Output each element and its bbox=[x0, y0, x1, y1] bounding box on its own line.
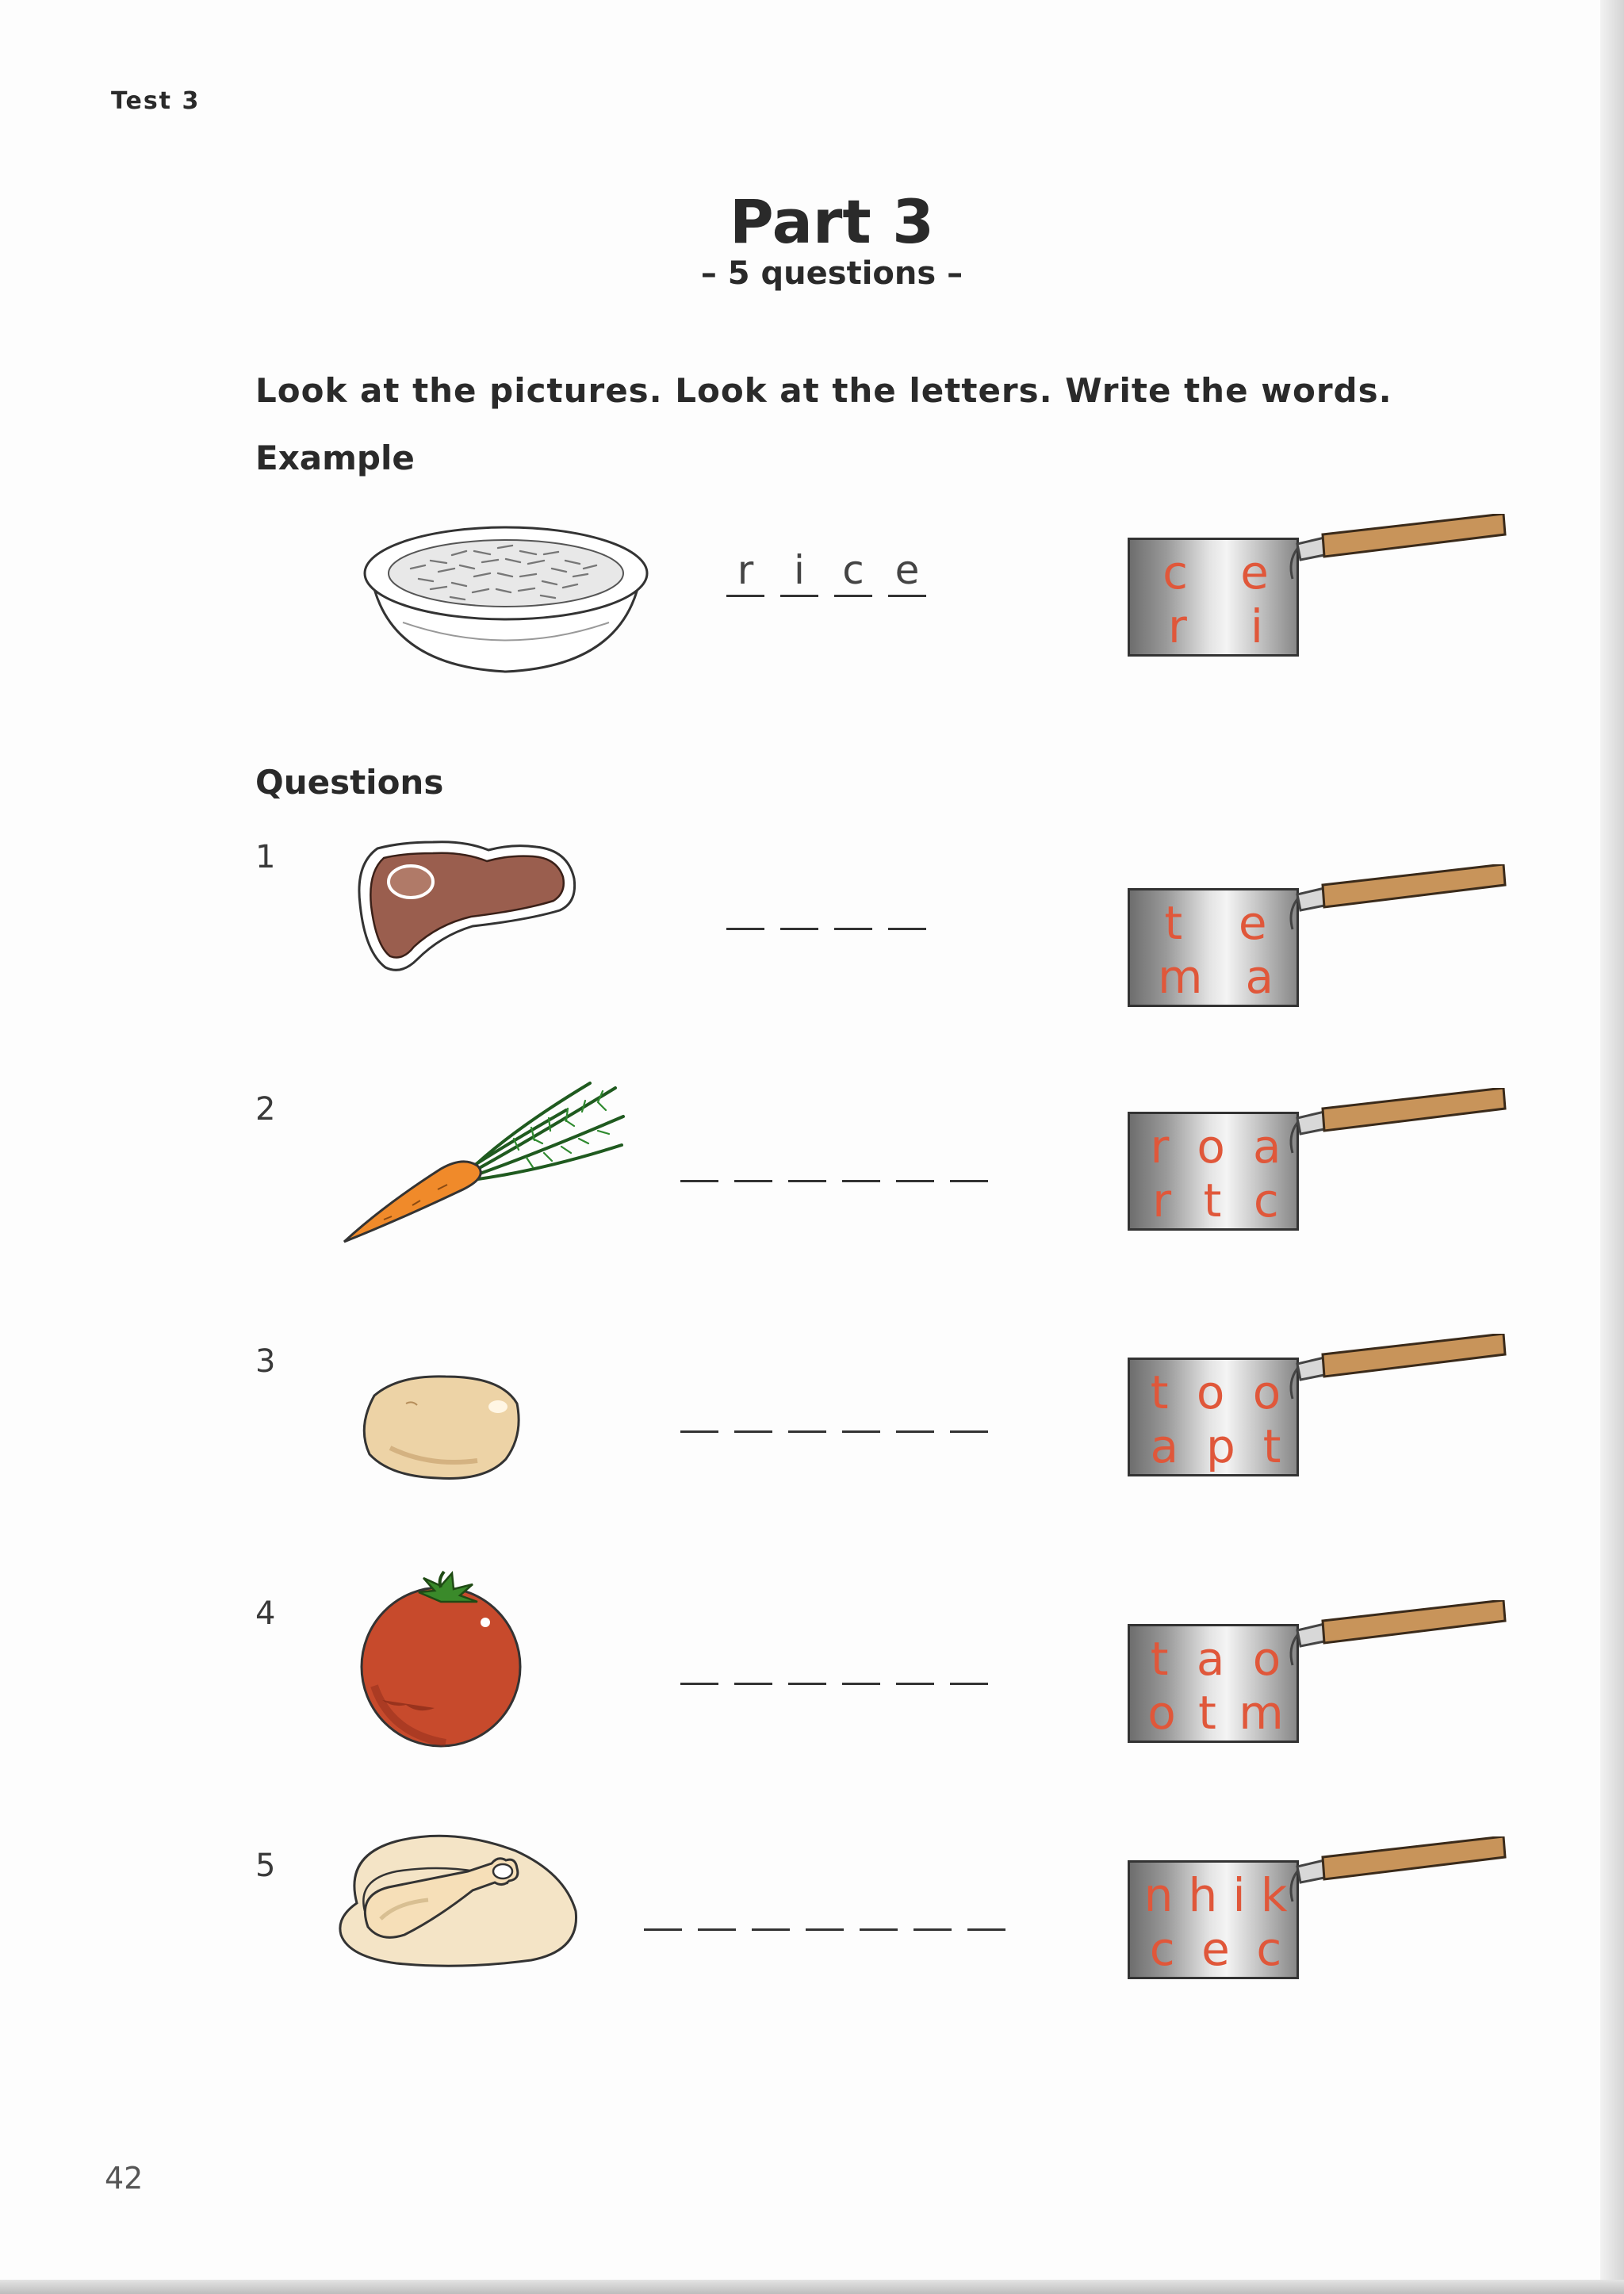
pot-letter: r bbox=[1168, 599, 1187, 653]
pot-letter: e bbox=[1201, 1922, 1230, 1976]
pot-letter: o bbox=[1252, 1365, 1281, 1419]
pot-letter: a bbox=[1196, 1632, 1225, 1686]
question-number: 4 bbox=[255, 1595, 276, 1632]
answer-blanks-1[interactable] bbox=[726, 880, 926, 930]
question-number: 5 bbox=[255, 1848, 276, 1884]
question-number: 2 bbox=[255, 1091, 276, 1128]
pot-letter: h bbox=[1188, 1868, 1218, 1922]
pot-letter: o bbox=[1196, 1365, 1225, 1419]
answer-letter: r bbox=[726, 547, 764, 597]
potato-icon bbox=[358, 1372, 523, 1483]
pot-handle-icon bbox=[1286, 1088, 1524, 1175]
pot-letter: o bbox=[1147, 1686, 1176, 1740]
pot-letter: r bbox=[1150, 1120, 1170, 1174]
answer-blanks-2[interactable] bbox=[680, 1132, 988, 1182]
answer-blanks-3[interactable] bbox=[680, 1383, 988, 1433]
pot-body bbox=[1128, 1112, 1299, 1231]
pot-body bbox=[1128, 538, 1299, 657]
pot-letter: a bbox=[1245, 950, 1274, 1004]
letter-pot-4 bbox=[1128, 1600, 1524, 1759]
pot-letter: a bbox=[1150, 1419, 1179, 1473]
question-number: 3 bbox=[255, 1343, 276, 1380]
pot-letter: i bbox=[1232, 1868, 1246, 1922]
tomato-icon bbox=[358, 1567, 525, 1751]
pot-letter: r bbox=[1152, 1174, 1172, 1227]
pot-letter: c bbox=[1149, 1922, 1175, 1976]
pot-letter: p bbox=[1205, 1419, 1235, 1473]
answer-letter: i bbox=[780, 547, 818, 597]
answer-blanks-5[interactable] bbox=[644, 1881, 1005, 1931]
pot-letter: e bbox=[1240, 546, 1269, 599]
pot-letter: m bbox=[1157, 950, 1203, 1004]
pot-letter: t bbox=[1164, 896, 1183, 950]
questions-label: Questions bbox=[255, 763, 444, 802]
pot-letter: n bbox=[1143, 1868, 1174, 1922]
pot-body bbox=[1128, 888, 1299, 1007]
pot-body bbox=[1128, 1624, 1299, 1743]
part-subtitle: – 5 questions – bbox=[700, 255, 963, 292]
pot-letter: t bbox=[1150, 1632, 1169, 1686]
letter-pot-1 bbox=[1128, 864, 1524, 1023]
pot-letter: t bbox=[1203, 1174, 1222, 1227]
pot-letter: k bbox=[1260, 1868, 1288, 1922]
pot-letter: t bbox=[1262, 1419, 1281, 1473]
page-bottom-edge bbox=[0, 2280, 1624, 2294]
example-answer bbox=[726, 547, 926, 597]
pot-handle-icon bbox=[1286, 1836, 1524, 1924]
carrot-icon bbox=[336, 1078, 630, 1248]
pot-letter: c bbox=[1256, 1922, 1282, 1976]
pot-letter: a bbox=[1252, 1120, 1281, 1174]
pot-handle-icon bbox=[1286, 864, 1524, 952]
pot-letter: o bbox=[1252, 1632, 1281, 1686]
pot-letter: i bbox=[1250, 599, 1263, 653]
part-title: Part 3 bbox=[729, 186, 935, 257]
instruction-text: Look at the pictures. Look at the letters. Write the words. bbox=[255, 371, 1392, 410]
pot-body bbox=[1128, 1358, 1299, 1476]
pot-handle-icon bbox=[1286, 1600, 1524, 1687]
pot-letter: e bbox=[1238, 896, 1267, 950]
answer-letter: c bbox=[834, 547, 872, 597]
answer-blanks-4[interactable] bbox=[680, 1635, 988, 1685]
letter-pot-2 bbox=[1128, 1088, 1524, 1247]
example-label: Example bbox=[255, 439, 415, 477]
pot-letter: t bbox=[1150, 1365, 1169, 1419]
pot-letter: m bbox=[1239, 1686, 1284, 1740]
pot-letter: c bbox=[1162, 546, 1188, 599]
chicken-icon bbox=[333, 1824, 580, 1970]
page-edge bbox=[1600, 0, 1624, 2294]
answer-letter: e bbox=[888, 547, 926, 597]
letter-pot-3 bbox=[1128, 1334, 1524, 1492]
pot-letter: o bbox=[1197, 1120, 1225, 1174]
pot-letter: t bbox=[1198, 1686, 1216, 1740]
question-number: 1 bbox=[255, 839, 276, 875]
pot-handle-icon bbox=[1286, 1334, 1524, 1421]
pot-body bbox=[1128, 1860, 1299, 1979]
test-label: Test 3 bbox=[111, 87, 201, 115]
page-number: 42 bbox=[105, 2161, 144, 2196]
example-letter-pot bbox=[1128, 514, 1524, 672]
letter-pot-5 bbox=[1128, 1836, 1524, 1995]
pot-letter: c bbox=[1253, 1174, 1279, 1227]
pot-handle-icon bbox=[1286, 514, 1524, 601]
meat-icon bbox=[354, 841, 579, 975]
rice-bowl-icon bbox=[355, 519, 657, 678]
